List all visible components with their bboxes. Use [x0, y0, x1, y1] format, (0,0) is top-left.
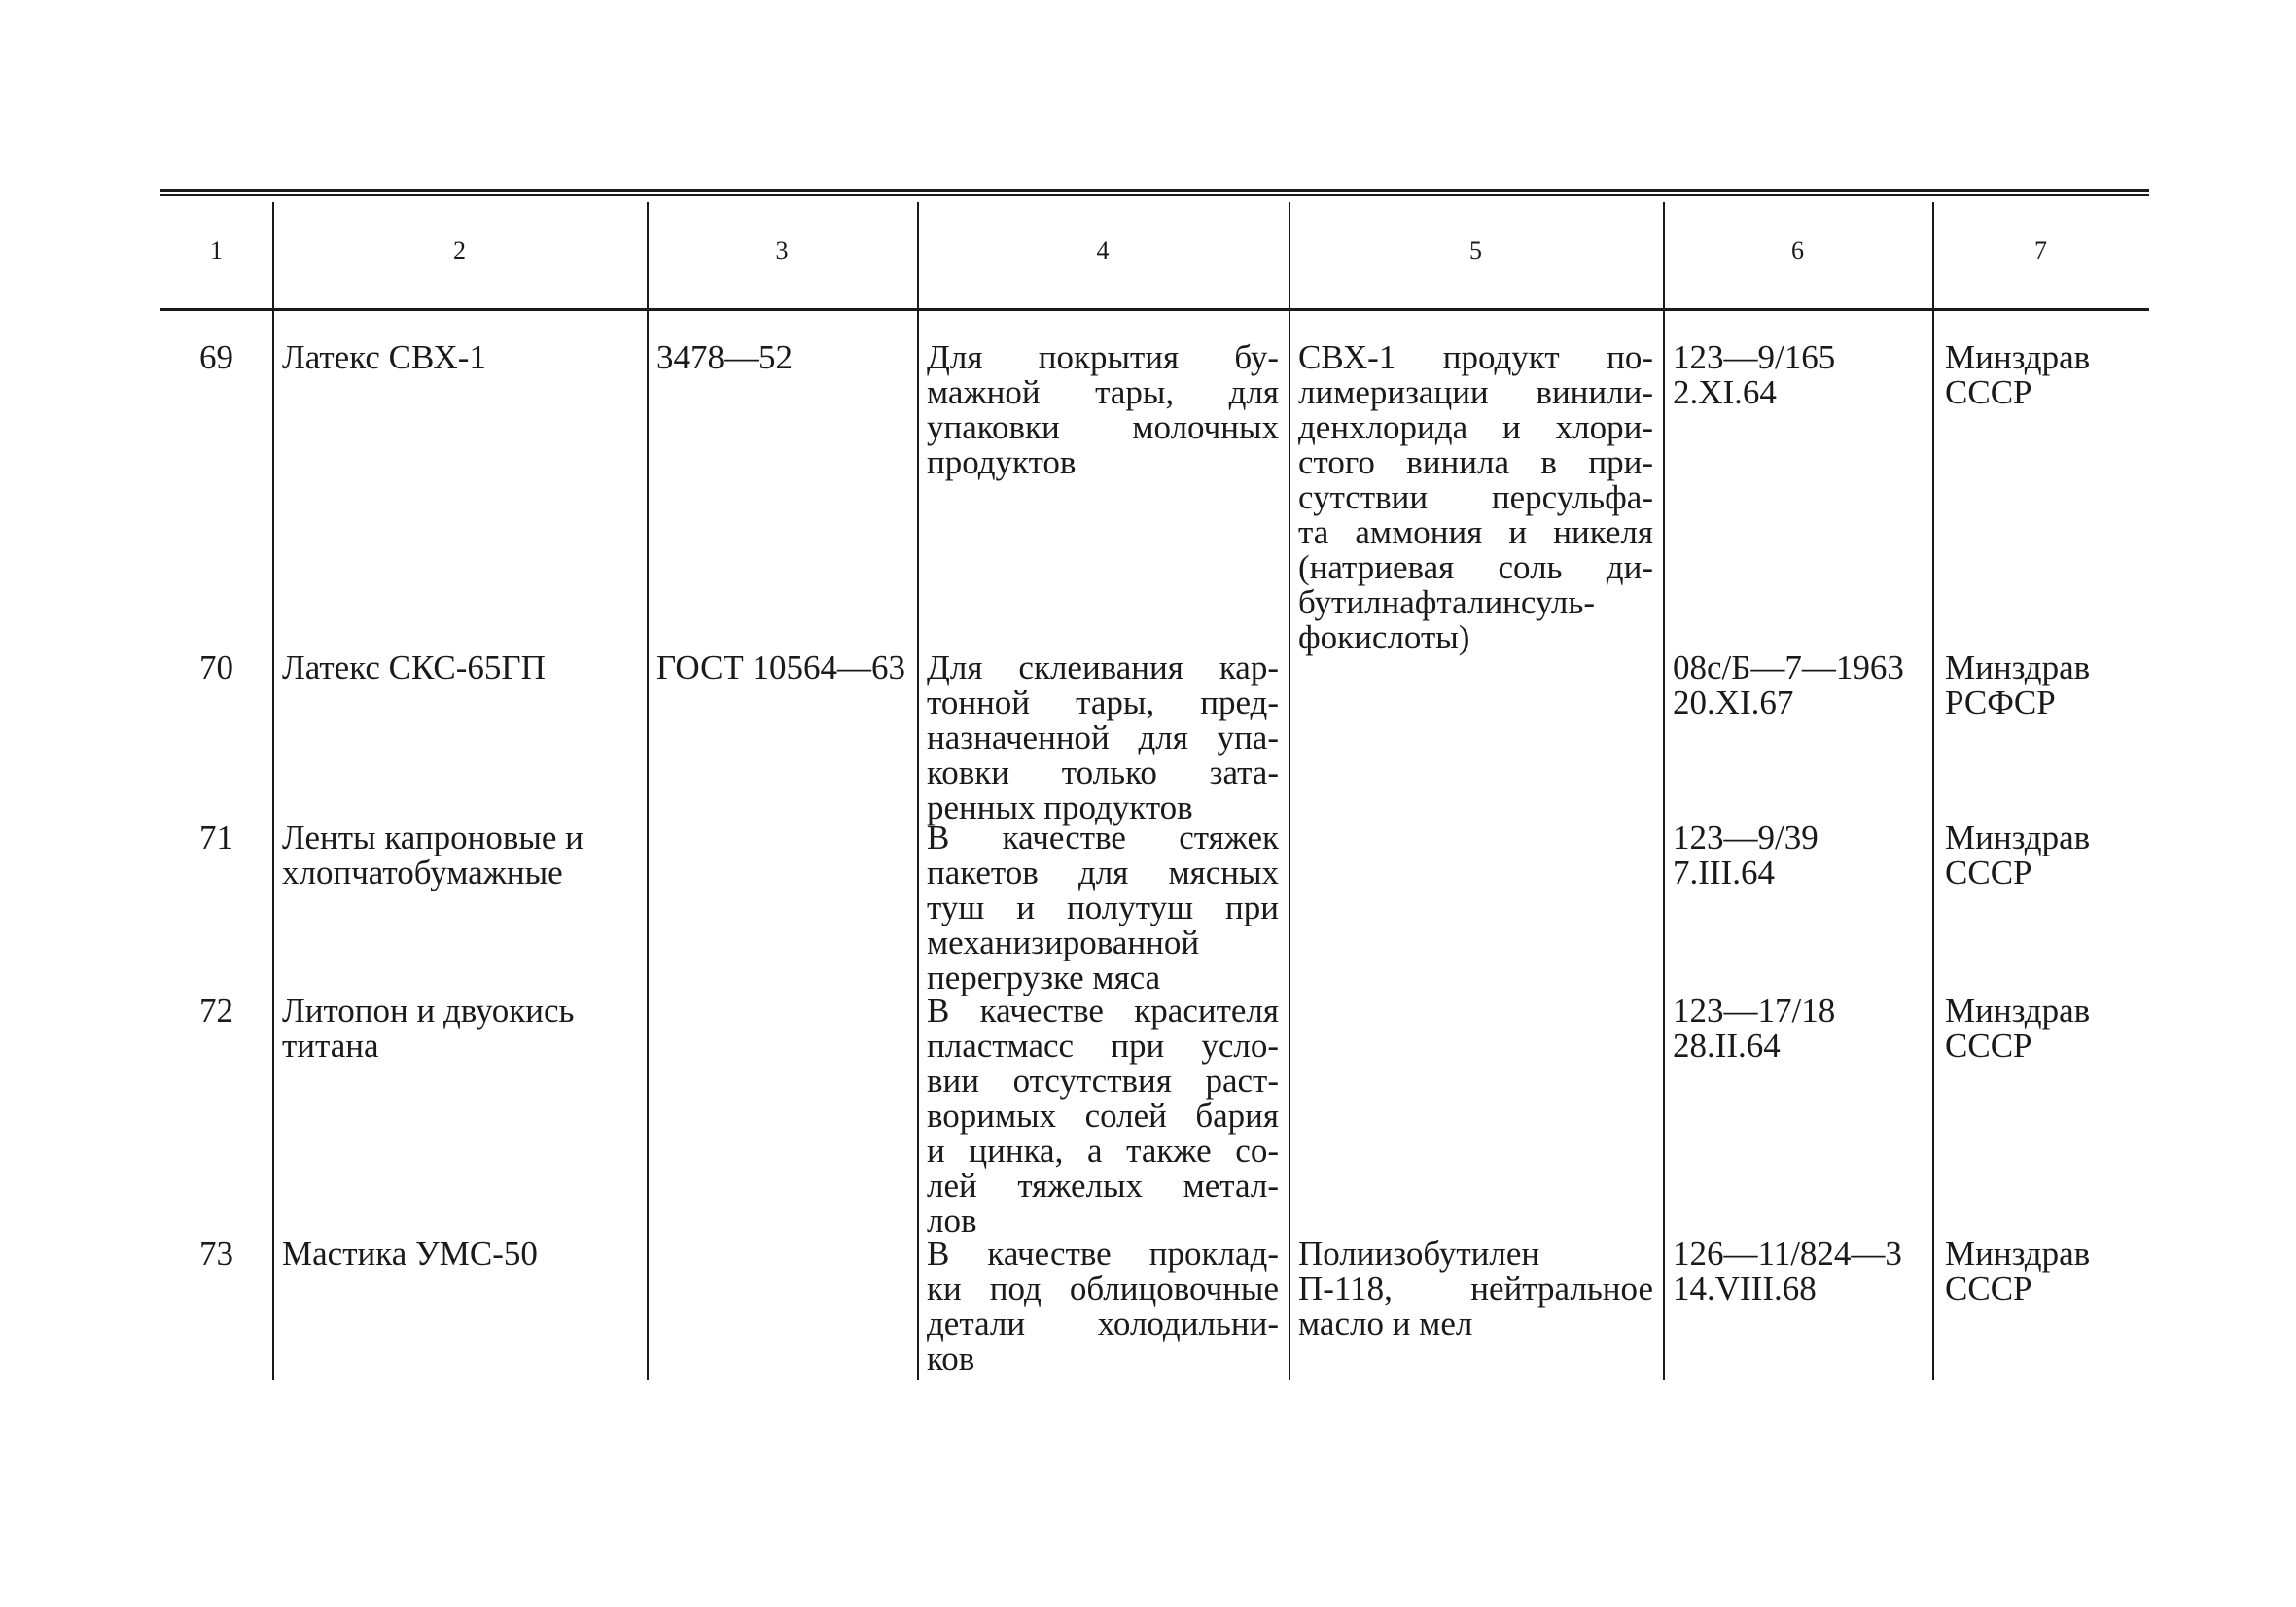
column-divider	[917, 202, 919, 1380]
cell-line: ки под облицовочные	[927, 1270, 1279, 1308]
cell-line: пакетов для мясных	[927, 854, 1279, 891]
cell-line: Полиизобутилен	[1298, 1235, 1540, 1273]
cell-line: фокислоты)	[1298, 618, 1470, 656]
table-top-rule-thin	[160, 194, 2149, 196]
cell-line: лей тяжелых метал-	[927, 1167, 1279, 1205]
cell-permit	[1673, 994, 1932, 1064]
cell-line: Минздрав	[1945, 1235, 2091, 1273]
cell-num: 73	[199, 1235, 233, 1273]
cell-authority	[1945, 650, 2149, 720]
cell-line: 08с/Б—7—1963	[1673, 648, 1904, 686]
cell-line: П-118, нейтральное	[1298, 1270, 1653, 1308]
cell-line: хлопчатобумажные	[282, 854, 563, 891]
cell-permit	[1673, 650, 1932, 720]
cell-line: Латекс СВХ-1	[282, 338, 486, 376]
cell-line: воримых солей бария	[927, 1097, 1279, 1135]
cell-line: 7.III.64	[1673, 854, 1775, 891]
cell-purpose	[927, 340, 1279, 480]
header-bottom-rule	[160, 308, 2149, 311]
registry-table	[160, 185, 2149, 1380]
cell-line: механизированной	[927, 924, 1200, 961]
column-divider	[272, 202, 274, 1380]
cell-purpose	[927, 994, 1279, 1239]
cell-line: та аммония и никеля	[1298, 513, 1653, 551]
cell-line: 2.XI.64	[1673, 373, 1777, 411]
cell-line: 123—9/165	[1673, 338, 1836, 376]
header-col-6: 6	[1791, 236, 1804, 264]
cell-permit	[1673, 340, 1932, 410]
header-col-2: 2	[453, 236, 466, 264]
cell-line: назначенной для упа-	[927, 718, 1279, 756]
cell-line: бутилнафталинсуль-	[1298, 583, 1596, 621]
cell-line: детали холодильни-	[927, 1305, 1279, 1343]
column-divider	[1932, 202, 1934, 1380]
column-divider	[647, 202, 649, 1380]
column-divider	[1663, 202, 1665, 1380]
cell-line: Латекс СКС-65ГП	[282, 648, 546, 686]
header-col-4: 4	[1096, 236, 1110, 264]
header-col-7: 7	[2034, 236, 2047, 264]
cell-num: 71	[199, 819, 233, 856]
cell-line: титана	[282, 1027, 379, 1065]
cell-line: пластмасс при усло-	[927, 1027, 1279, 1065]
cell-line: СССР	[1945, 373, 2032, 411]
cell-line: масло и мел	[1298, 1305, 1473, 1343]
cell-line: В качестве проклад-	[927, 1235, 1279, 1273]
cell-line: упаковки молочных	[927, 408, 1279, 446]
cell-line: Для склеивания кар-	[927, 648, 1279, 686]
cell-purpose	[927, 650, 1279, 825]
cell-line: ков	[927, 1340, 975, 1378]
cell-composition	[1298, 340, 1653, 655]
cell-authority	[1945, 994, 2149, 1064]
cell-name	[282, 340, 647, 375]
cell-standard	[656, 340, 917, 375]
cell-line: Минздрав	[1945, 338, 2091, 376]
cell-line: тонной тары, пред-	[927, 683, 1279, 721]
cell-line: 28.II.64	[1673, 1027, 1781, 1065]
cell-line: ковки только зата-	[927, 753, 1279, 791]
cell-line: Ленты капроновые и	[282, 819, 583, 856]
cell-num: 70	[199, 648, 233, 686]
cell-line: и цинка, а также со-	[927, 1132, 1279, 1170]
cell-name	[282, 1237, 647, 1272]
cell-line: 126—11/824—3	[1673, 1235, 1902, 1273]
cell-num: 72	[199, 992, 233, 1030]
cell-line: стого винила в при-	[1298, 443, 1653, 481]
cell-line: 123—17/18	[1673, 992, 1836, 1030]
cell-line: лимеризации винили-	[1298, 373, 1653, 411]
cell-permit	[1673, 821, 1932, 891]
cell-authority	[1945, 340, 2149, 410]
cell-line: ренных продуктов	[927, 788, 1193, 826]
cell-line: (натриевая соль ди-	[1298, 548, 1653, 586]
cell-line: Литопон и двуокись	[282, 992, 575, 1030]
cell-line: продуктов	[927, 443, 1077, 481]
cell-composition	[1298, 1237, 1653, 1342]
cell-permit	[1673, 1237, 1932, 1307]
cell-line: лов	[927, 1202, 977, 1240]
cell-line: В качестве красителя	[927, 992, 1279, 1030]
cell-line: перегрузке мяса	[927, 959, 1161, 996]
cell-authority	[1945, 821, 2149, 891]
cell-line: СВХ-1 продукт по-	[1298, 338, 1653, 376]
cell-line: РСФСР	[1945, 683, 2056, 721]
cell-line: вии отсутствия раст-	[927, 1062, 1279, 1100]
cell-line: Для покрытия бу-	[927, 338, 1279, 376]
column-divider	[1289, 202, 1290, 1380]
header-col-5: 5	[1469, 236, 1482, 264]
cell-purpose	[927, 1237, 1279, 1377]
cell-line: 3478—52	[656, 338, 793, 376]
header-col-3: 3	[775, 236, 789, 264]
cell-authority	[1945, 1237, 2149, 1307]
cell-standard	[656, 650, 917, 685]
cell-purpose	[927, 821, 1279, 996]
cell-line: СССР	[1945, 1027, 2032, 1065]
cell-line: СССР	[1945, 1270, 2032, 1308]
cell-line: Минздрав	[1945, 648, 2091, 686]
cell-line: 20.XI.67	[1673, 683, 1794, 721]
cell-line: СССР	[1945, 854, 2032, 891]
table-top-rule	[160, 189, 2149, 192]
cell-line: Минздрав	[1945, 819, 2091, 856]
cell-line: Минздрав	[1945, 992, 2091, 1030]
cell-line: 14.VIII.68	[1673, 1270, 1817, 1308]
cell-name	[282, 994, 647, 1064]
header-col-1: 1	[210, 236, 223, 264]
cell-line: Мастика УМС-50	[282, 1235, 538, 1273]
cell-name	[282, 821, 647, 891]
cell-line: 123—9/39	[1673, 819, 1819, 856]
cell-line: денхлорида и хлори-	[1298, 408, 1653, 446]
cell-name	[282, 650, 647, 685]
cell-line: мажной тары, для	[927, 373, 1279, 411]
cell-line: ГОСТ 10564—63	[656, 648, 906, 686]
cell-num: 69	[199, 338, 233, 376]
cell-line: туш и полутуш при	[927, 889, 1279, 926]
cell-line: В качестве стяжек	[927, 819, 1279, 856]
cell-line: сутствии персульфа-	[1298, 478, 1653, 516]
